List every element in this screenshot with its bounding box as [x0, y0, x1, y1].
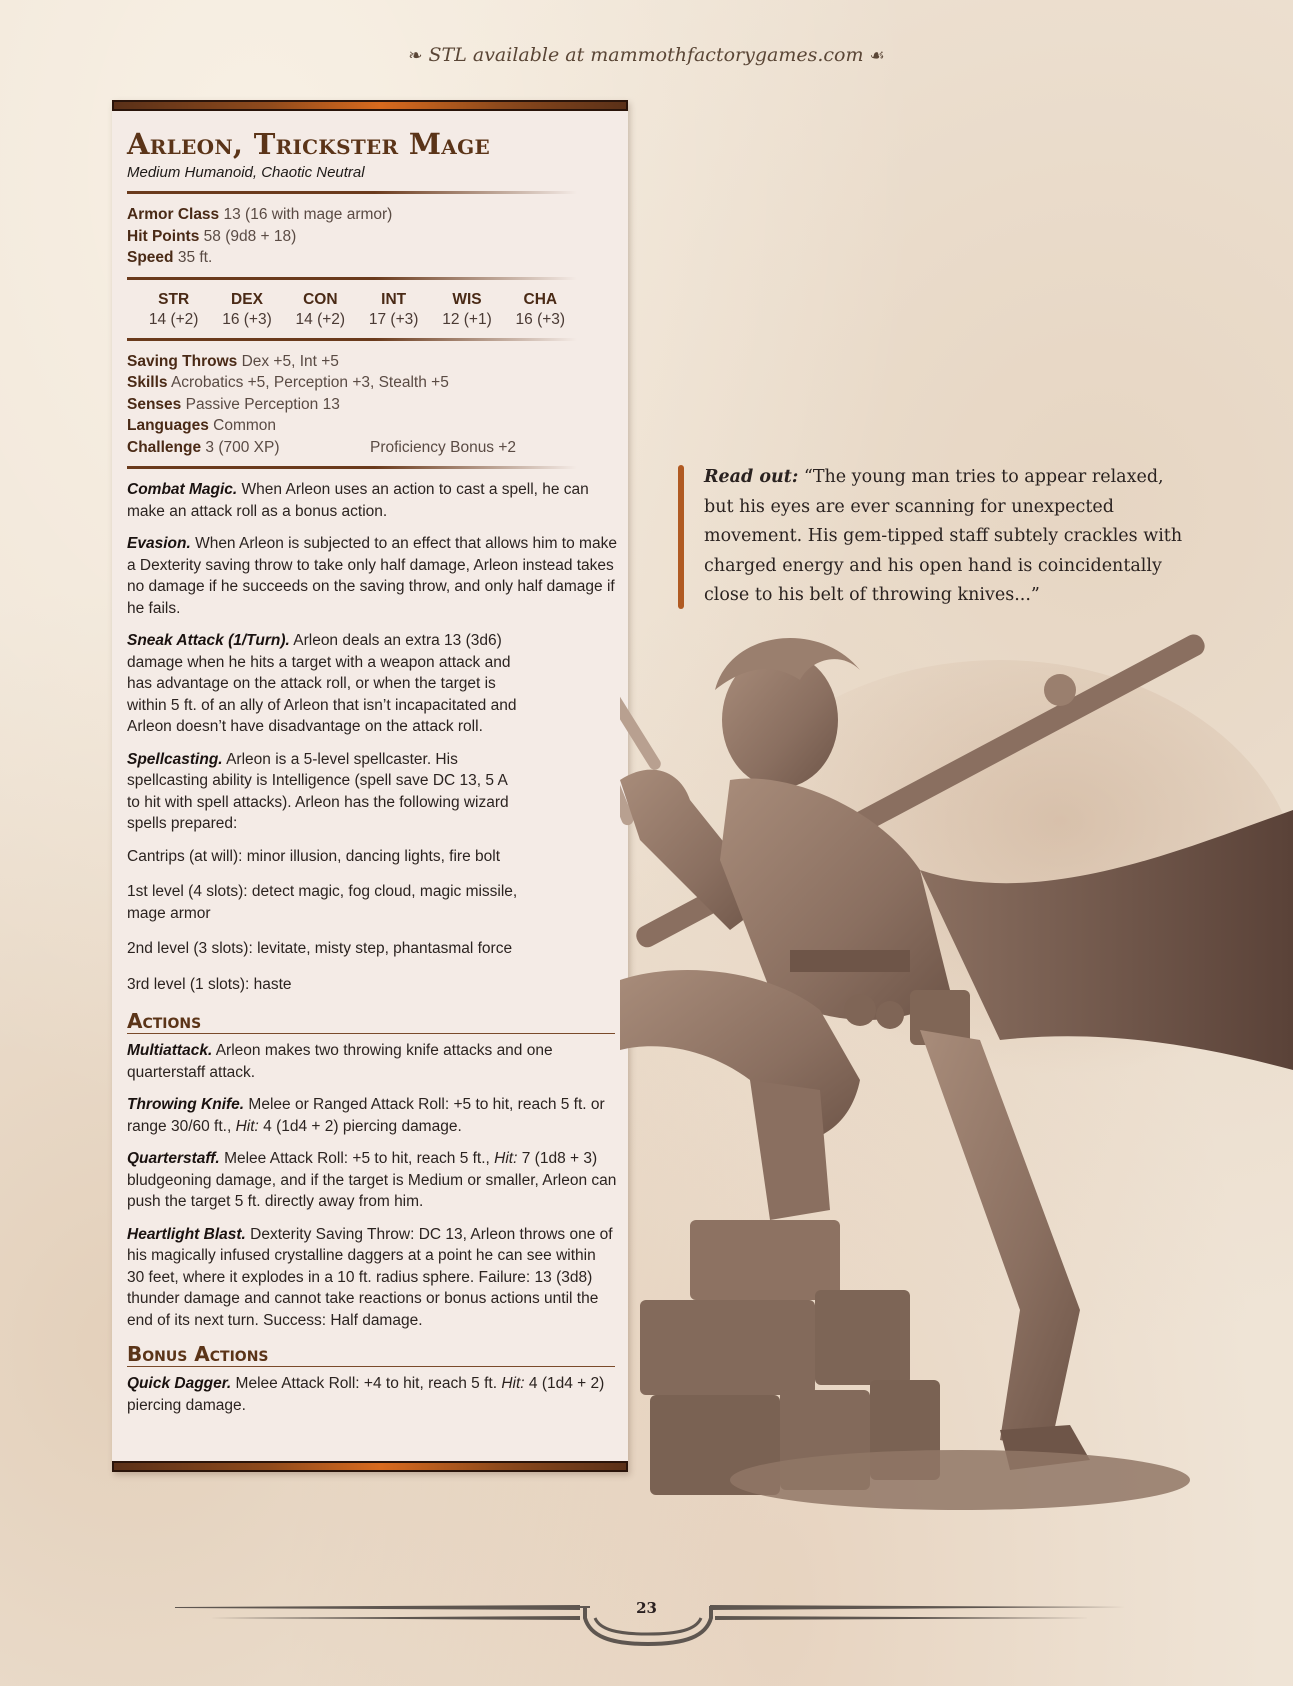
- ability-int: [357, 290, 430, 330]
- trait-name: Spellcasting.: [127, 750, 223, 768]
- header-text: STL available at mammothfactorygames.com: [428, 44, 864, 66]
- armor-class: [127, 204, 617, 226]
- spell-list-3rd-level: 3rd level (1 slots): haste: [127, 975, 292, 993]
- trait-name: Sneak Attack (1/Turn).: [127, 632, 290, 649]
- ability-name: INT: [381, 290, 407, 308]
- action-throwing-knife: [127, 1094, 617, 1137]
- trait-text: Arleon is a 5-level spellcaster. His spellcasting ability is Intelligence (spell save DC 13, 5 A to hit with spell attacks). Arleon has the following wizard spells prepared:: [127, 750, 509, 832]
- trait-sneak-attack: [127, 630, 532, 738]
- action-name: Quarterstaff.: [127, 1150, 220, 1167]
- saving-throws-label: Saving Throws: [127, 352, 238, 370]
- senses-label: Senses: [127, 395, 182, 413]
- action-name: Multiattack.: [127, 1042, 213, 1059]
- action-text: Melee Attack Roll: +5 to hit, reach 5 ft.,: [224, 1150, 490, 1167]
- speed-value: 35 ft.: [177, 249, 213, 266]
- flourish-left-icon: ❧: [408, 46, 423, 66]
- challenge-label: Challenge: [127, 438, 202, 456]
- stat-block: [112, 100, 628, 1472]
- stat-block-bottom-bar: [112, 1461, 628, 1472]
- ability-cha: [504, 290, 577, 330]
- ability-dex: [210, 290, 283, 330]
- trait-text: Arleon deals an extra 13 (3d6) damage when he hits a target with a weapon attack and has advantage on the attack roll, or when the target is within 5 ft. of an ally of Arleon that isn’t incapacitated and Arleon doesn’t have disadvantage on the attack roll.: [127, 632, 517, 735]
- hit-points-value: 58 (9d8 + 18): [203, 227, 297, 245]
- languages-label: Languages: [127, 417, 209, 434]
- ability-value: 16 (+3): [515, 310, 566, 328]
- trait-text: When Arleon uses an action to cast a spell, he can make an attack roll as a bonus action.: [127, 481, 589, 520]
- hit-points: [127, 226, 617, 248]
- ability-str: [137, 290, 210, 330]
- action-text: Arleon makes two throwing knife attacks and one quarterstaff attack.: [127, 1042, 553, 1081]
- action-damage: 7 (1d8 + 3) bludgeoning damage, and if the target is Medium or smaller, Arleon can push the target 5 ft. directly away from him.: [127, 1150, 617, 1210]
- spell-list-1st-level: 1st level (4 slots): detect magic, fog cloud, magic missile, mage armor: [127, 883, 518, 922]
- action-text: Melee or Ranged Attack Roll: +5 to hit, reach 5 ft. or range 30/60 ft.,: [127, 1096, 605, 1135]
- ability-con: [284, 290, 357, 330]
- hit-label: Hit:: [235, 1117, 259, 1135]
- skills-label: Skills: [127, 374, 168, 391]
- ability-name: CHA: [523, 290, 558, 308]
- senses: [127, 394, 617, 416]
- bonus-action-damage: 4 (1d4 + 2) piercing damage.: [127, 1375, 605, 1414]
- languages: [127, 415, 617, 437]
- trait-name: Evasion.: [127, 535, 191, 552]
- armor-class-value: 13 (16 with mage armor): [223, 206, 393, 223]
- read-out-label: Read out:: [704, 467, 799, 487]
- skills-value: Acrobatics +5, Perception +3, Stealth +5: [170, 374, 449, 391]
- action-heartlight-blast: [127, 1224, 617, 1332]
- creature-type: Medium Humanoid, Chaotic Neutral: [127, 164, 365, 181]
- speed-label: Speed: [127, 249, 174, 266]
- skills: [127, 372, 617, 394]
- read-out-accent-bar: [678, 465, 684, 609]
- ability-name: STR: [158, 290, 190, 308]
- armor-class-label: Armor Class: [127, 206, 220, 223]
- ability-scores: [127, 290, 577, 330]
- action-damage: 4 (1d4 + 2) piercing damage.: [263, 1117, 462, 1135]
- saving-throws-value: Dex +5, Int +5: [241, 352, 339, 370]
- creature-name: Arleon, Trickster Mage: [127, 127, 491, 161]
- trait-text: When Arleon is subjected to an effect that allows him to make a Dexterity saving throw to take only half damage, Arleon instead takes no damage if he succeeds on the saving throw, and only half damage if he fails.: [127, 535, 617, 617]
- trait-combat-magic: [127, 479, 617, 522]
- senses-value: Passive Perception 13: [185, 395, 340, 413]
- proficiency-bonus: Proficiency Bonus +2: [370, 438, 517, 456]
- ability-name: WIS: [452, 290, 482, 308]
- challenge: [127, 437, 617, 459]
- spell-list-2nd-level: 2nd level (3 slots): levitate, misty step, phantasmal force: [127, 940, 513, 957]
- page-number: 23: [636, 1599, 657, 1617]
- saving-throws: [127, 351, 617, 373]
- ability-value: 14 (+2): [148, 310, 199, 328]
- ability-name: DEX: [231, 290, 263, 308]
- hit-label: Hit:: [494, 1150, 518, 1167]
- trait-spellcasting: [127, 749, 512, 835]
- divider: [127, 277, 577, 280]
- ability-value: 14 (+2): [295, 310, 346, 328]
- hit-points-label: Hit Points: [127, 227, 200, 245]
- speed: [127, 247, 617, 269]
- divider: [127, 466, 577, 469]
- ability-value: 16 (+3): [222, 310, 272, 328]
- action-text: Dexterity Saving Throw: DC 13, Arleon throws one of his magically infused crystalline daggers at a point he can see within 30 feet, where it explodes in a 10 ft. radius sphere. Failure: 13 (3d8) thunder damage and cannot take reactions or bonus actions until the end of its next turn. Success: Half damage.: [127, 1225, 613, 1329]
- languages-value: Common: [213, 417, 277, 434]
- hit-label: Hit:: [501, 1375, 525, 1392]
- flourish-right-icon: ☙: [869, 46, 885, 66]
- challenge-value: 3 (700 XP): [205, 438, 280, 456]
- bonus-action-text: Melee Attack Roll: +4 to hit, reach 5 ft.: [235, 1375, 498, 1392]
- spell-list-cantrips: Cantrips (at will): minor illusion, dancing lights, fire bolt: [127, 847, 501, 865]
- page-header: [0, 44, 1293, 66]
- read-out-box: [678, 463, 1198, 611]
- trait-evasion: [127, 533, 617, 619]
- stat-block-top-bar: [112, 100, 628, 111]
- ability-value: 17 (+3): [368, 310, 419, 328]
- actions-heading: Actions: [127, 1009, 615, 1034]
- miniature-figure-image: [620, 610, 1293, 1610]
- ability-wis: [430, 290, 503, 330]
- read-out-text: “The young man tries to appear relaxed, but his eyes are ever scanning for unexpected movement. His gem-tipped staff subtely crackles with charged energy and his open hand is coincidentally close to his belt of throwing knives...”: [704, 467, 1183, 605]
- action-name: Throwing Knife.: [127, 1096, 245, 1113]
- action-name: Heartlight Blast.: [127, 1225, 246, 1243]
- action-multiattack: [127, 1040, 617, 1083]
- stat-block-content: [127, 126, 617, 1427]
- divider: [127, 338, 577, 341]
- bonus-actions-heading: Bonus Actions: [127, 1342, 615, 1367]
- ability-name: CON: [303, 290, 338, 308]
- ability-value: 12 (+1): [442, 310, 492, 328]
- bonus-action-quick-dagger: [127, 1373, 617, 1416]
- action-quarterstaff: [127, 1148, 617, 1213]
- divider: [127, 191, 577, 194]
- bonus-action-name: Quick Dagger.: [127, 1375, 232, 1392]
- trait-name: Combat Magic.: [127, 481, 238, 498]
